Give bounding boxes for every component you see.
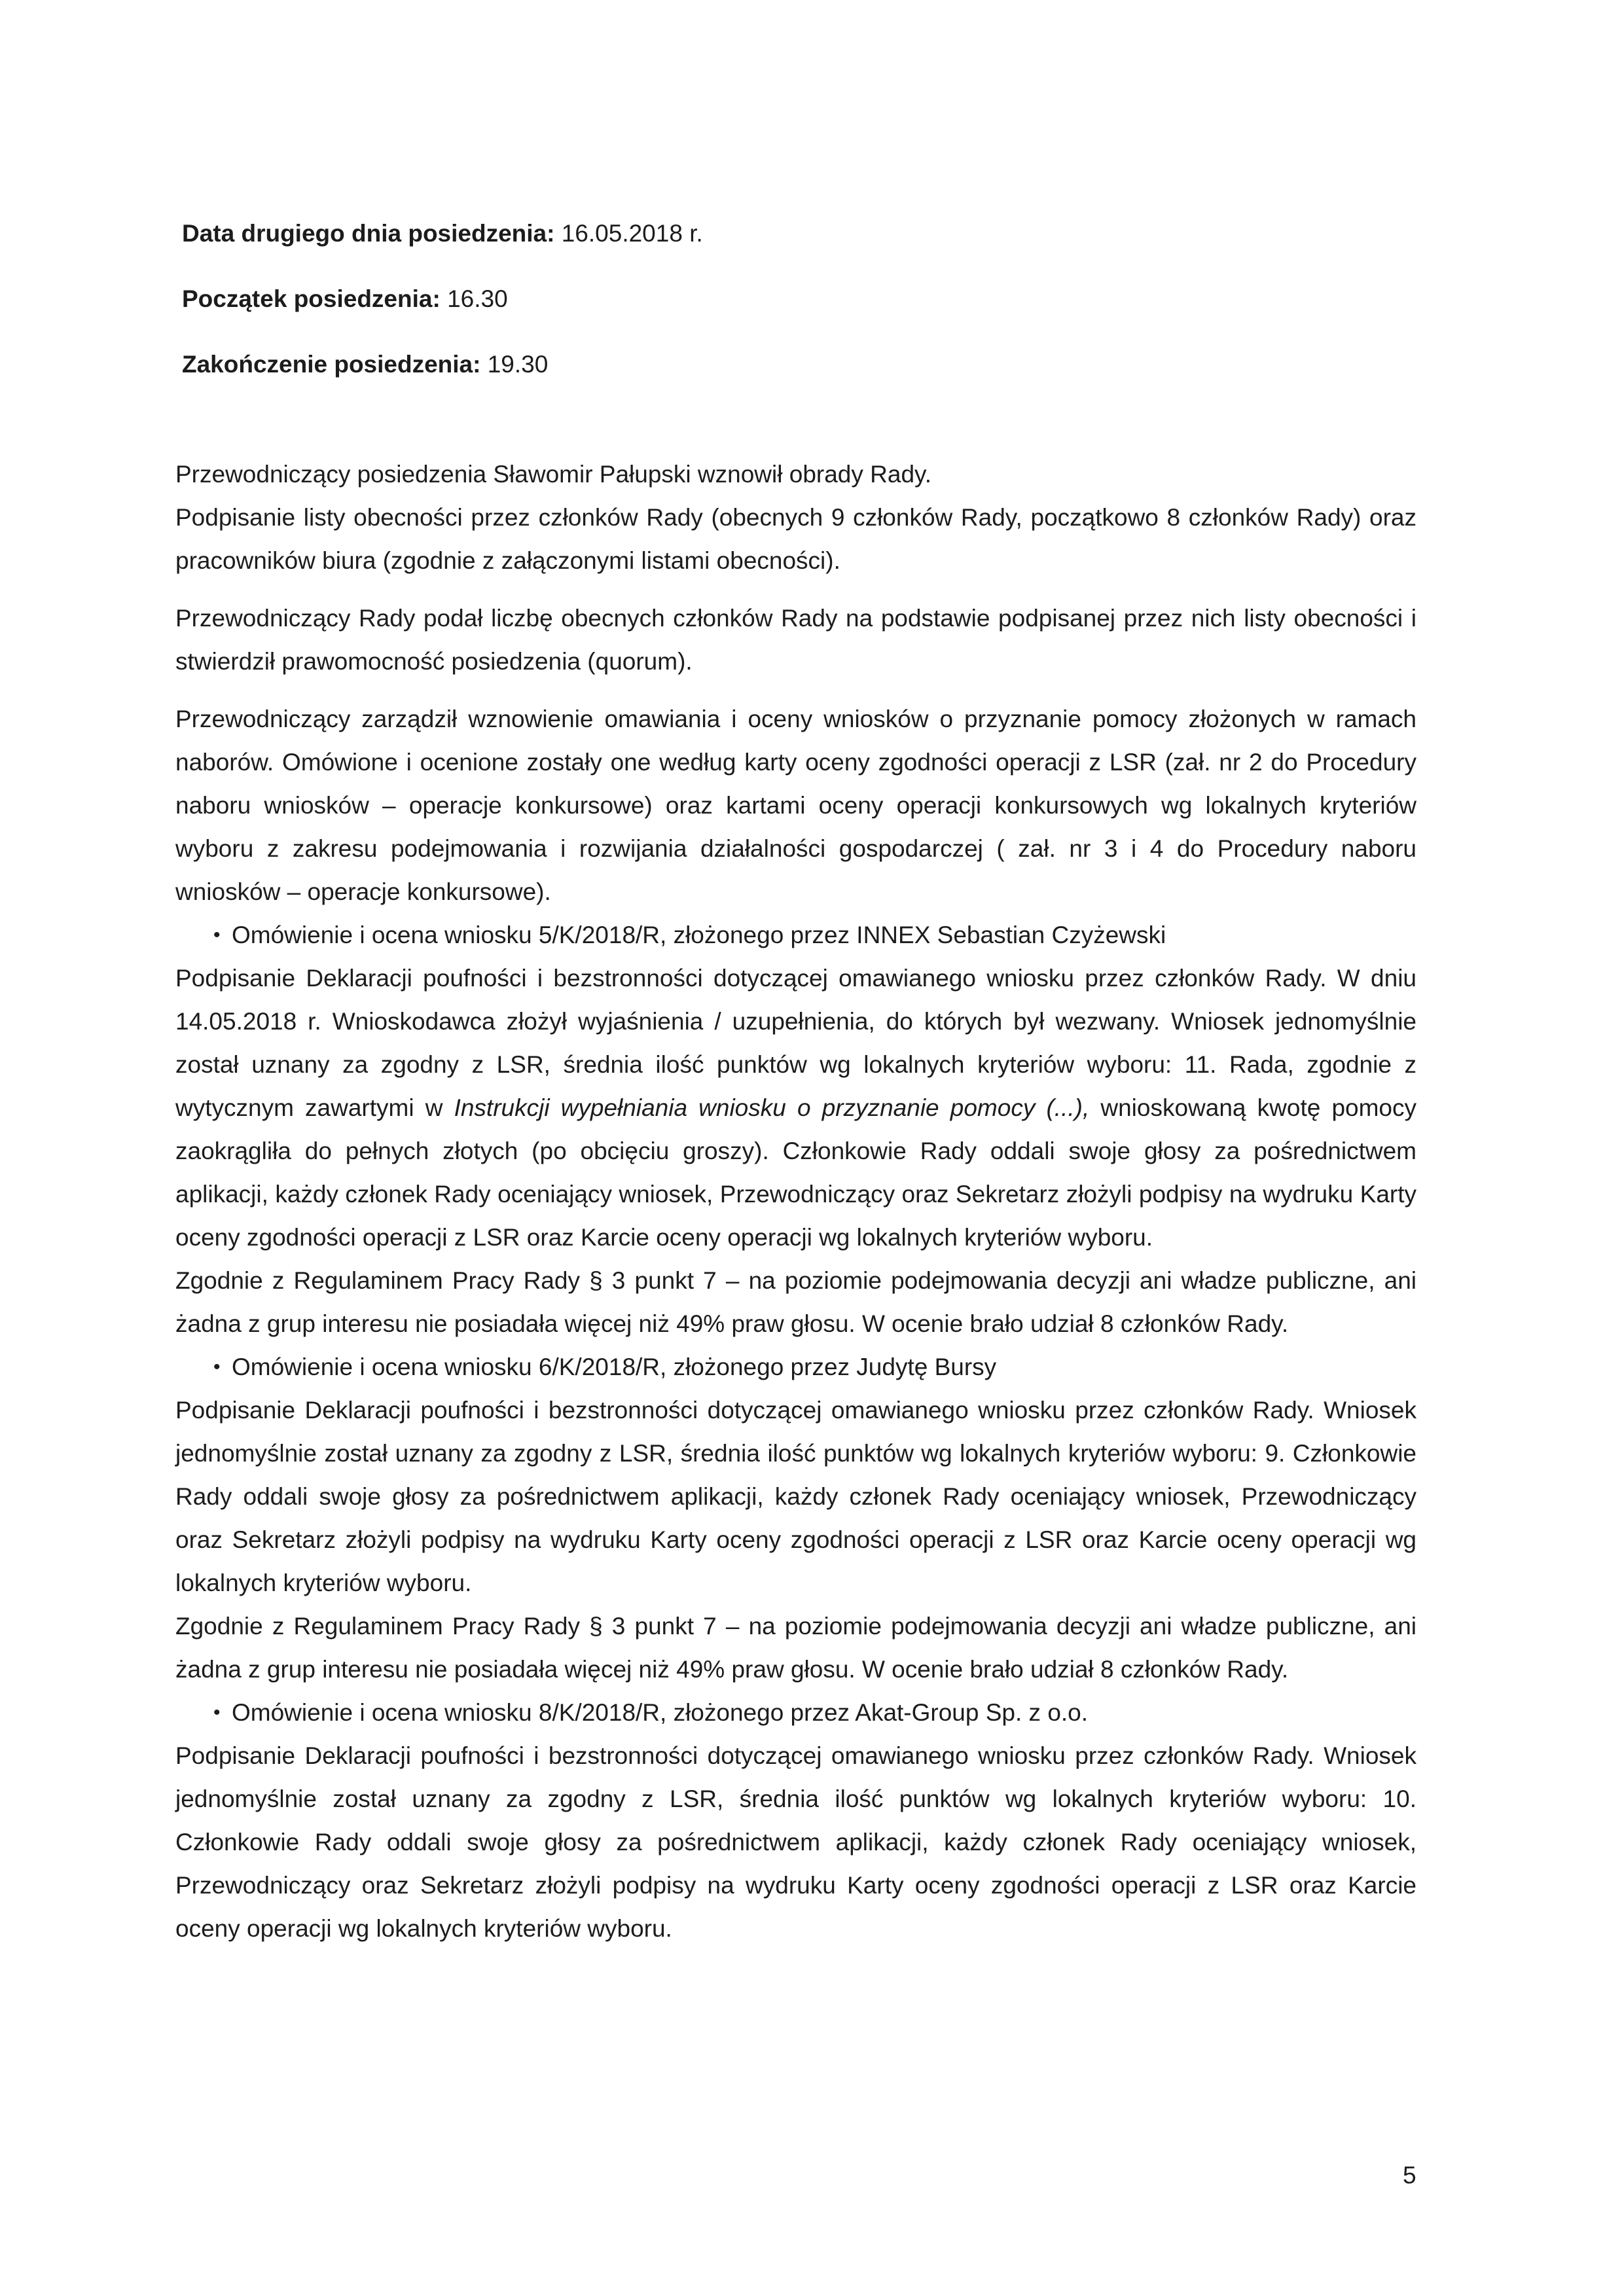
meeting-start-value: 16.30 [447, 285, 508, 312]
application-item-title [175, 1346, 1416, 1389]
instruction-reference: Instrukcji wypełniania wniosku o przyznanie pomocy (...), [454, 1094, 1090, 1121]
intro-paragraph-1: Przewodniczący posiedzenia Sławomir Pałupski wznowił obrady Rady. [175, 461, 932, 488]
regulation-paragraph: Zgodnie z Regulaminem Pracy Rady § 3 punkt 7 – na poziomie podejmowania decyzji ani władze publiczne, ani żadna z grup interesu nie posiadała więcej niż 49% praw głosu. W ocenie brało udział 8 członków Rady. [175, 1613, 1416, 1683]
bullet-glyph: • [213, 1356, 221, 1378]
regulation-paragraph: Zgodnie z Regulaminem Pracy Rady § 3 punkt 7 – na poziomie podejmowania decyzji ani władze publiczne, ani żadna z grup interesu nie posiadała więcej niż 49% praw głosu. W ocenie brało udział 8 członków Rady. [175, 1267, 1416, 1337]
meeting-start-line [182, 283, 508, 315]
document-body [175, 453, 1416, 1950]
meeting-date-value: 16.05.2018 r. [561, 220, 703, 247]
meeting-date-label: Data drugiego dnia posiedzenia: [182, 220, 555, 247]
application-item-title [175, 914, 1416, 957]
application-item-text-part: wnioskowaną kwotę pomocy zaokrągliła do pełnych złotych (po obcięciu groszy). Członkowie Rady oddali swoje głosy za pośrednictwem aplikacji, każdy członek Rady oceniający wniosek, Przewodniczący oraz Sekretarz złożyli podpisy na wydruku Karty oceny zgodności operacji z LSR oraz Karcie oceny operacji wg lokalnych kryteriów wyboru. [175, 1094, 1416, 1251]
meeting-date-line [182, 217, 703, 250]
bullet-glyph: • [213, 924, 221, 946]
page-number: 5 [1403, 2162, 1416, 2189]
meeting-end-label: Zakończenie posiedzenia: [182, 351, 481, 378]
intro-paragraph-4: Przewodniczący zarządził wznowienie omawiania i oceny wniosków o przyznanie pomocy złożonych w ramach naborów. Omówione i ocenione zostały one według karty oceny zgodności operacji z LSR (zał. nr 2 do Procedury naboru wniosków – operacje konkursowe) oraz kartami oceny operacji konkursowych wg lokalnych kryteriów wyboru z zakresu podejmowania i rozwijania działalności gospodarczej ( zał. nr 3 i 4 do Procedury naboru wniosków – operacje konkursowe). [175, 706, 1416, 905]
application-item-text-part: Podpisanie Deklaracji poufności i bezstronności dotyczącej omawianego wniosku przez członków Rady. W dniu 14.05.2018 r. Wnioskodawca złożył wyjaśnienia / uzupełnienia, do których był wezwany. Wniosek jednomyślnie został uznany za zgodny z LSR, średnia ilość punktów wg lokalnych kryteriów wyboru: 11. Rada, zgodnie z wytycznym zawartymi w [175, 965, 1416, 1121]
meeting-end-value: 19.30 [487, 351, 549, 378]
application-item-title-text: Omówienie i ocena wniosku 6/K/2018/R, złożonego przez Judytę Bursy [232, 1354, 997, 1380]
meeting-start-label: Początek posiedzenia: [182, 285, 441, 312]
intro-paragraph-2: Podpisanie listy obecności przez członków Rady (obecnych 9 członków Rady, początkowo 8 członków Rady) oraz pracowników biura (zgodnie z załączonymi listami obecności). [175, 504, 1416, 574]
application-item-text: Podpisanie Deklaracji poufności i bezstronności dotyczącej omawianego wniosku przez członków Rady. Wniosek jednomyślnie został uznany za zgodny z LSR, średnia ilość punktów wg lokalnych kryteriów wyboru: 9. Członkowie Rady oddali swoje głosy za pośrednictwem aplikacji, każdy członek Rady oceniający wniosek, Przewodniczący oraz Sekretarz złożyli podpisy na wydruku Karty oceny zgodności operacji z LSR oraz Karcie oceny operacji wg lokalnych kryteriów wyboru. [175, 1397, 1416, 1596]
application-item-title-text: Omówienie i ocena wniosku 5/K/2018/R, złożonego przez INNEX Sebastian Czyżewski [232, 922, 1166, 948]
application-item-title [175, 1691, 1416, 1734]
bullet-glyph: • [213, 1702, 221, 1723]
meeting-end-line [182, 348, 548, 381]
application-item-title-text: Omówienie i ocena wniosku 8/K/2018/R, złożonego przez Akat-Group Sp. z o.o. [232, 1699, 1089, 1726]
application-item-text: Podpisanie Deklaracji poufności i bezstronności dotyczącej omawianego wniosku przez członków Rady. Wniosek jednomyślnie został uznany za zgodny z LSR, średnia ilość punktów wg lokalnych kryteriów wyboru: 10. Członkowie Rady oddali swoje głosy za pośrednictwem aplikacji, każdy członek Rady oceniający wniosek, Przewodniczący oraz Sekretarz złożyli podpisy na wydruku Karty oceny zgodności operacji z LSR oraz Karcie oceny operacji wg lokalnych kryteriów wyboru. [175, 1742, 1416, 1942]
intro-paragraph-3: Przewodniczący Rady podał liczbę obecnych członków Rady na podstawie podpisanej przez nich listy obecności i stwierdził prawomocność posiedzenia (quorum). [175, 605, 1416, 675]
application-item-text [175, 957, 1416, 1259]
